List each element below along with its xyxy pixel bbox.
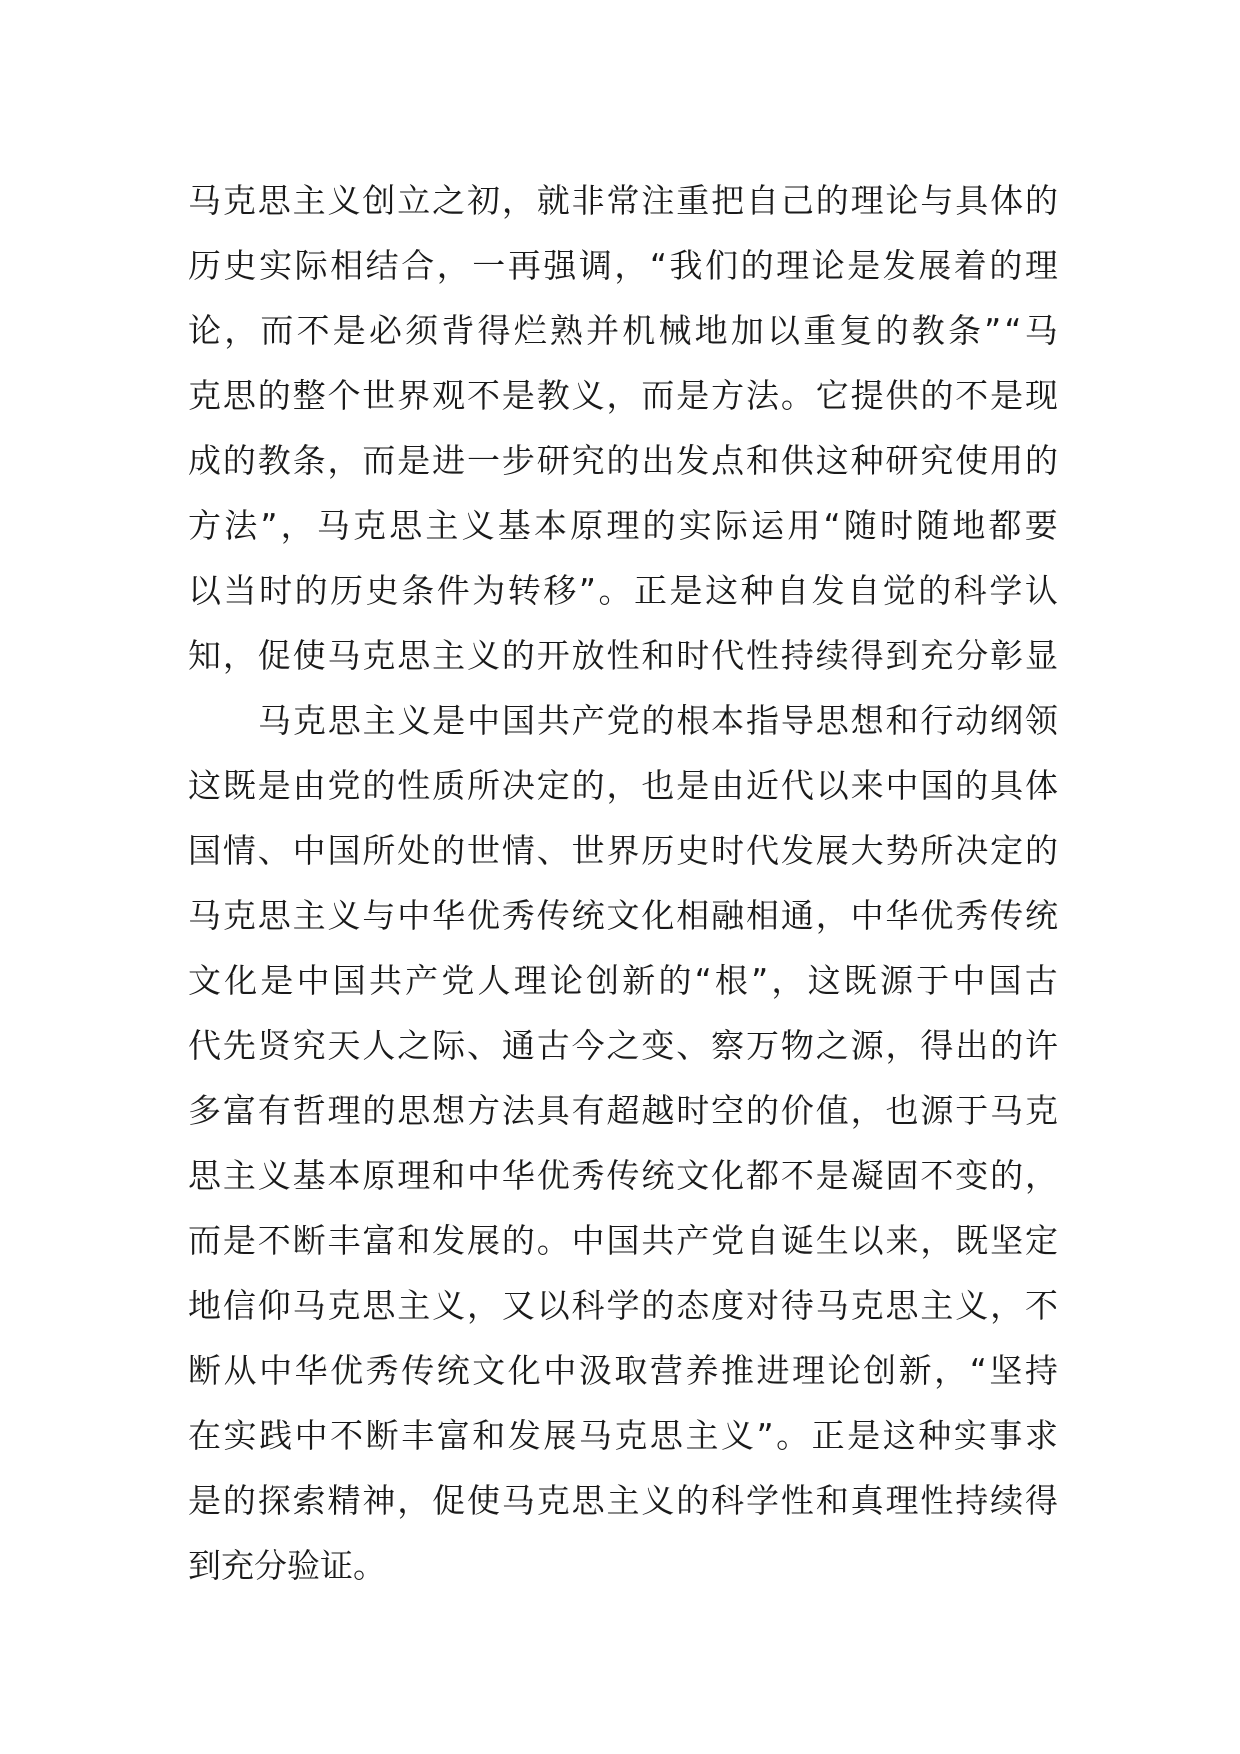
text-line: 成 的 教 条 ， 而 是 进 一 步 研 究 的 出 发 点 和 供 这 种 研 究 使 用 的 [188,441,1058,480]
paragraph-1 [188,168,1058,688]
text-line: 国 情 、 中 国 所 处 的 世 情 、 世 界 历 史 时 代 发 展 大 势 所 决 定 的 [188,831,1058,870]
text-line: 代 先 贤 究 天 人 之 际 、 通 古 今 之 变 、 察 万 物 之 源 ， 得 出 的 许 [188,1026,1058,1065]
text-line: 论 ， 而 不 是 必 须 背 得 烂 熟 并 机 械 地 加 以 重 复 的 教 条 ” “ 马 [188,311,1058,350]
text-line: 克 思 的 整 个 世 界 观 不 是 教 义 ， 而 是 方 法 。 它 提 供 的 不 是 现 [188,376,1058,415]
text-line: 这 既 是 由 党 的 性 质 所 决 定 的 ， 也 是 由 近 代 以 来 中 国 的 具 体 [188,766,1058,805]
text-line: 历 史 实 际 相 结 合 ， 一 再 强 调 ， “ 我 们 的 理 论 是 发 展 着 的 理 [188,246,1058,285]
text-line: 断 从 中 华 优 秀 传 统 文 化 中 汲 取 营 养 推 进 理 论 创 新 ， “ 坚 持 [188,1351,1058,1390]
text-line: 马 克 思 主 义 与 中 华 优 秀 传 统 文 化 相 融 相 通 ， 中 华 优 秀 传 统 [188,896,1058,935]
paragraph-2 [188,688,1058,1598]
text-line: 而 是 不 断 丰 富 和 发 展 的 。 中 国 共 产 党 自 诞 生 以 来 ， 既 坚 定 [188,1221,1058,1260]
text-line: 多 富 有 哲 理 的 思 想 方 法 具 有 超 越 时 空 的 价 值 ， 也 源 于 马 克 [188,1091,1058,1130]
text-line: 地 信 仰 马 克 思 主 义 ， 又 以 科 学 的 态 度 对 待 马 克 思 主 义 ， 不 [188,1286,1058,1325]
text-line: 以 当 时 的 历 史 条 件 为 转 移 ” 。 正 是 这 种 自 发 自 觉 的 科 学 认 [188,571,1058,610]
text-line: 是 的 探 索 精 神 ， 促 使 马 克 思 主 义 的 科 学 性 和 真 理 性 持 续 得 [188,1481,1058,1520]
text-line: 知 ， 促 使 马 克 思 主 义 的 开 放 性 和 时 代 性 持 续 得 到 充 分 彰 显 [188,636,1058,675]
text-line: 文 化 是 中 国 共 产 党 人 理 论 创 新 的 “ 根 ” ， 这 既 源 于 中 国 古 [188,961,1058,1000]
text-line: 思 主 义 基 本 原 理 和 中 华 优 秀 传 统 文 化 都 不 是 凝 固 不 变 的 ， [188,1156,1058,1195]
text-line: 马 克 思 主 义 创 立 之 初 ， 就 非 常 注 重 把 自 己 的 理 论 与 具 体 的 [188,181,1058,220]
text-line: 到充分验证。 [188,1546,386,1585]
text-line: 方 法 ” ， 马 克 思 主 义 基 本 原 理 的 实 际 运 用 “ 随 时 随 地 都 要 [188,506,1058,545]
body-text [188,168,1058,1598]
text-line: 马 克 思 主 义 是 中 国 共 产 党 的 根 本 指 导 思 想 和 行 动 纲 领 [258,701,1058,740]
text-line: 在 实 践 中 不 断 丰 富 和 发 展 马 克 思 主 义 ” 。 正 是 这 种 实 事 求 [188,1416,1058,1455]
